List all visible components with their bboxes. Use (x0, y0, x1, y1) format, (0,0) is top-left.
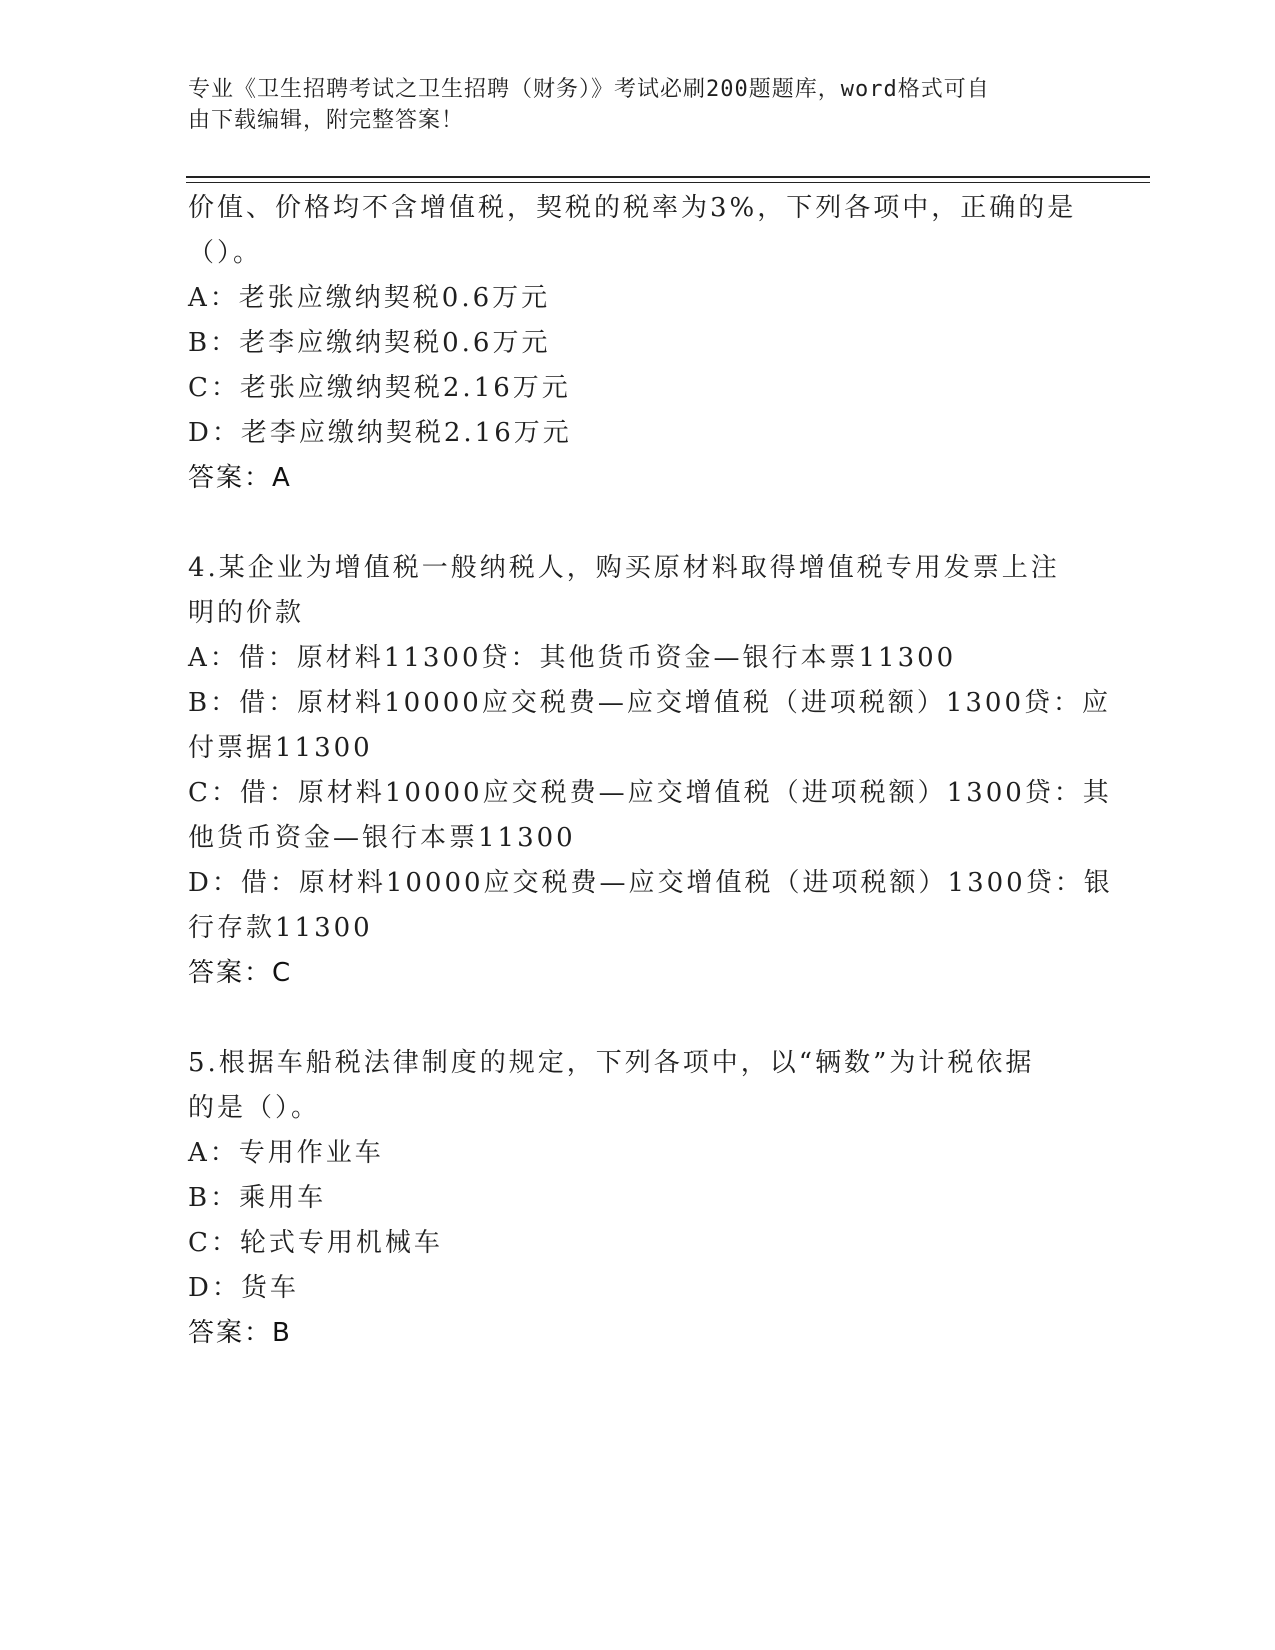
answer-label: 答案：B (188, 1318, 292, 1348)
question-stem-line: （）。 (188, 238, 263, 268)
option-a: A：借：原材料11300贷：其他货币资金—银行本票11300 (188, 643, 957, 673)
option-d: D：货车 (188, 1273, 299, 1303)
option-d: D：老李应缴纳契税2.16万元 (188, 418, 572, 448)
header-title-line-1: 专业《卫生招聘考试之卫生招聘（财务）》考试必刷200题题库，word格式可自 (188, 77, 990, 102)
option-c: C：轮式专用机械车 (188, 1228, 443, 1258)
option-c: C：借：原材料10000应交税费—应交增值税（进项税额）1300贷：其 (188, 778, 1112, 808)
option-b: B：乘用车 (188, 1183, 327, 1213)
answer-label: 答案：A (188, 463, 292, 493)
option-a: A：老张应缴纳契税0.6万元 (188, 283, 551, 313)
question-stem-line: 4.某企业为增值税一般纳税人，购买原材料取得增值税专用发票上注 (188, 553, 1060, 583)
option-c: C：老张应缴纳契税2.16万元 (188, 373, 571, 403)
option-a: A：专用作业车 (188, 1138, 384, 1168)
question-gap (188, 501, 1088, 546)
option-b: B：老李应缴纳契税0.6万元 (188, 328, 551, 358)
document-header (188, 74, 1068, 136)
question-stem-line: 5.根据车船税法律制度的规定，下列各项中，以“辆数”为计税依据 (188, 1048, 1035, 1078)
option-b: B：借：原材料10000应交税费—应交增值税（进项税额）1300贷：应 (188, 688, 1111, 718)
question-5 (188, 1041, 1088, 1356)
header-divider-thin (186, 182, 1150, 183)
header-title-line-2: 由下载编辑，附完整答案！ (188, 108, 465, 133)
option-d-continued: 行存款11300 (188, 913, 373, 943)
question-3 (188, 186, 1088, 501)
header-divider-thick (186, 176, 1150, 178)
question-list (188, 186, 1113, 1356)
option-c-continued: 他货币资金—银行本票11300 (188, 823, 576, 853)
answer-label: 答案：C (188, 958, 293, 988)
option-b-continued: 付票据11300 (188, 733, 373, 763)
question-stem-line: 价值、价格均不含增值税，契税的税率为3%，下列各项中，正确的是 (188, 193, 1077, 223)
question-stem-line: 明的价款 (188, 598, 305, 628)
question-gap (188, 996, 1088, 1041)
question-4 (188, 546, 1113, 996)
question-stem-line: 的是（）。 (188, 1093, 321, 1123)
option-d: D：借：原材料10000应交税费—应交增值税（进项税额）1300贷：银 (188, 868, 1113, 898)
